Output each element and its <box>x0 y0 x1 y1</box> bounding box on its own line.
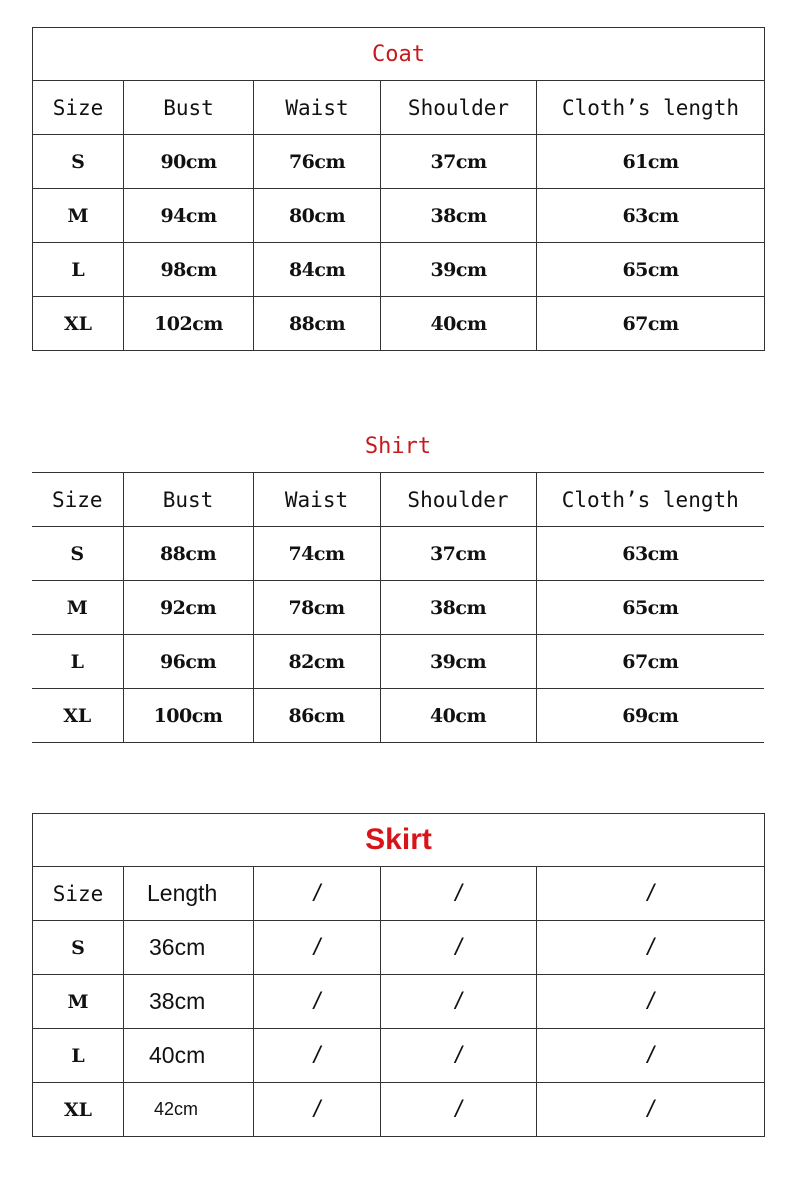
coat-header-row <box>33 81 765 135</box>
shoulder-cell: 40cm <box>380 689 536 743</box>
shirt-header-bust: Bust <box>123 473 253 527</box>
skirt-size-table <box>32 813 765 1137</box>
length-cell: 63cm <box>537 189 765 243</box>
coat-header-waist: Waist <box>254 81 381 135</box>
size-cell: XL <box>32 689 123 743</box>
empty-cell: / <box>537 921 765 975</box>
coat-header-size: Size <box>33 81 124 135</box>
size-cell: L <box>33 1029 124 1083</box>
waist-cell: 88cm <box>254 297 381 351</box>
coat-size-table <box>32 27 765 351</box>
empty-cell: / <box>381 975 537 1029</box>
length-cell: 67cm <box>536 635 764 689</box>
skirt-header-size: Size <box>33 867 124 921</box>
waist-cell: 84cm <box>254 243 381 297</box>
shoulder-cell: 40cm <box>381 297 537 351</box>
coat-header-shoulder: Shoulder <box>381 81 537 135</box>
skirt-header-empty: / <box>254 867 381 921</box>
shoulder-cell: 37cm <box>381 135 537 189</box>
empty-cell: / <box>254 1083 381 1137</box>
size-cell: M <box>32 581 123 635</box>
empty-cell: / <box>254 1029 381 1083</box>
shoulder-cell: 38cm <box>380 581 536 635</box>
table-row <box>33 1029 765 1083</box>
shirt-header-shoulder: Shoulder <box>380 473 536 527</box>
table-row <box>32 581 764 635</box>
empty-cell: / <box>537 1029 765 1083</box>
table-row <box>32 635 764 689</box>
bust-cell: 102cm <box>124 297 254 351</box>
shirt-header-length: Cloth’s length <box>536 473 764 527</box>
shirt-header-size: Size <box>32 473 123 527</box>
shirt-title: Shirt <box>32 420 764 473</box>
size-cell: L <box>32 635 123 689</box>
waist-cell: 76cm <box>254 135 381 189</box>
shoulder-cell: 37cm <box>380 527 536 581</box>
skirt-header-empty: / <box>537 867 765 921</box>
size-cell: L <box>33 243 124 297</box>
shoulder-cell: 39cm <box>381 243 537 297</box>
size-cell: M <box>33 189 124 243</box>
skirt-header-empty: / <box>381 867 537 921</box>
coat-title: Coat <box>33 28 765 81</box>
bust-cell: 94cm <box>124 189 254 243</box>
empty-cell: / <box>381 921 537 975</box>
empty-cell: / <box>381 1029 537 1083</box>
table-row <box>32 527 764 581</box>
size-cell: M <box>33 975 124 1029</box>
table-row <box>33 975 765 1029</box>
coat-header-bust: Bust <box>124 81 254 135</box>
table-row <box>33 189 765 243</box>
coat-header-length: Cloth’s length <box>537 81 765 135</box>
waist-cell: 78cm <box>253 581 380 635</box>
bust-cell: 88cm <box>123 527 253 581</box>
table-row <box>33 243 765 297</box>
table-row <box>33 297 765 351</box>
shirt-size-table <box>32 420 764 743</box>
waist-cell: 86cm <box>253 689 380 743</box>
skirt-header-length: Length <box>124 867 254 921</box>
length-cell: 42cm <box>124 1083 254 1137</box>
length-cell: 65cm <box>537 243 765 297</box>
size-cell: S <box>32 527 123 581</box>
length-cell: 65cm <box>536 581 764 635</box>
table-row <box>33 1083 765 1137</box>
bust-cell: 92cm <box>123 581 253 635</box>
length-cell: 67cm <box>537 297 765 351</box>
length-cell: 69cm <box>536 689 764 743</box>
bust-cell: 100cm <box>123 689 253 743</box>
waist-cell: 82cm <box>253 635 380 689</box>
table-row <box>33 921 765 975</box>
shirt-header-row <box>32 473 764 527</box>
empty-cell: / <box>537 1083 765 1137</box>
skirt-title: Skirt <box>33 814 765 867</box>
length-cell: 63cm <box>536 527 764 581</box>
length-cell: 61cm <box>537 135 765 189</box>
shoulder-cell: 39cm <box>380 635 536 689</box>
size-cell: S <box>33 921 124 975</box>
size-cell: XL <box>33 297 124 351</box>
length-cell: 40cm <box>124 1029 254 1083</box>
empty-cell: / <box>254 921 381 975</box>
table-row <box>32 689 764 743</box>
waist-cell: 74cm <box>253 527 380 581</box>
shoulder-cell: 38cm <box>381 189 537 243</box>
bust-cell: 98cm <box>124 243 254 297</box>
empty-cell: / <box>254 975 381 1029</box>
table-row <box>33 135 765 189</box>
waist-cell: 80cm <box>254 189 381 243</box>
length-cell: 36cm <box>124 921 254 975</box>
skirt-header-row <box>33 867 765 921</box>
bust-cell: 90cm <box>124 135 254 189</box>
size-cell: S <box>33 135 124 189</box>
empty-cell: / <box>381 1083 537 1137</box>
bust-cell: 96cm <box>123 635 253 689</box>
length-cell: 38cm <box>124 975 254 1029</box>
empty-cell: / <box>537 975 765 1029</box>
size-cell: XL <box>33 1083 124 1137</box>
shirt-header-waist: Waist <box>253 473 380 527</box>
